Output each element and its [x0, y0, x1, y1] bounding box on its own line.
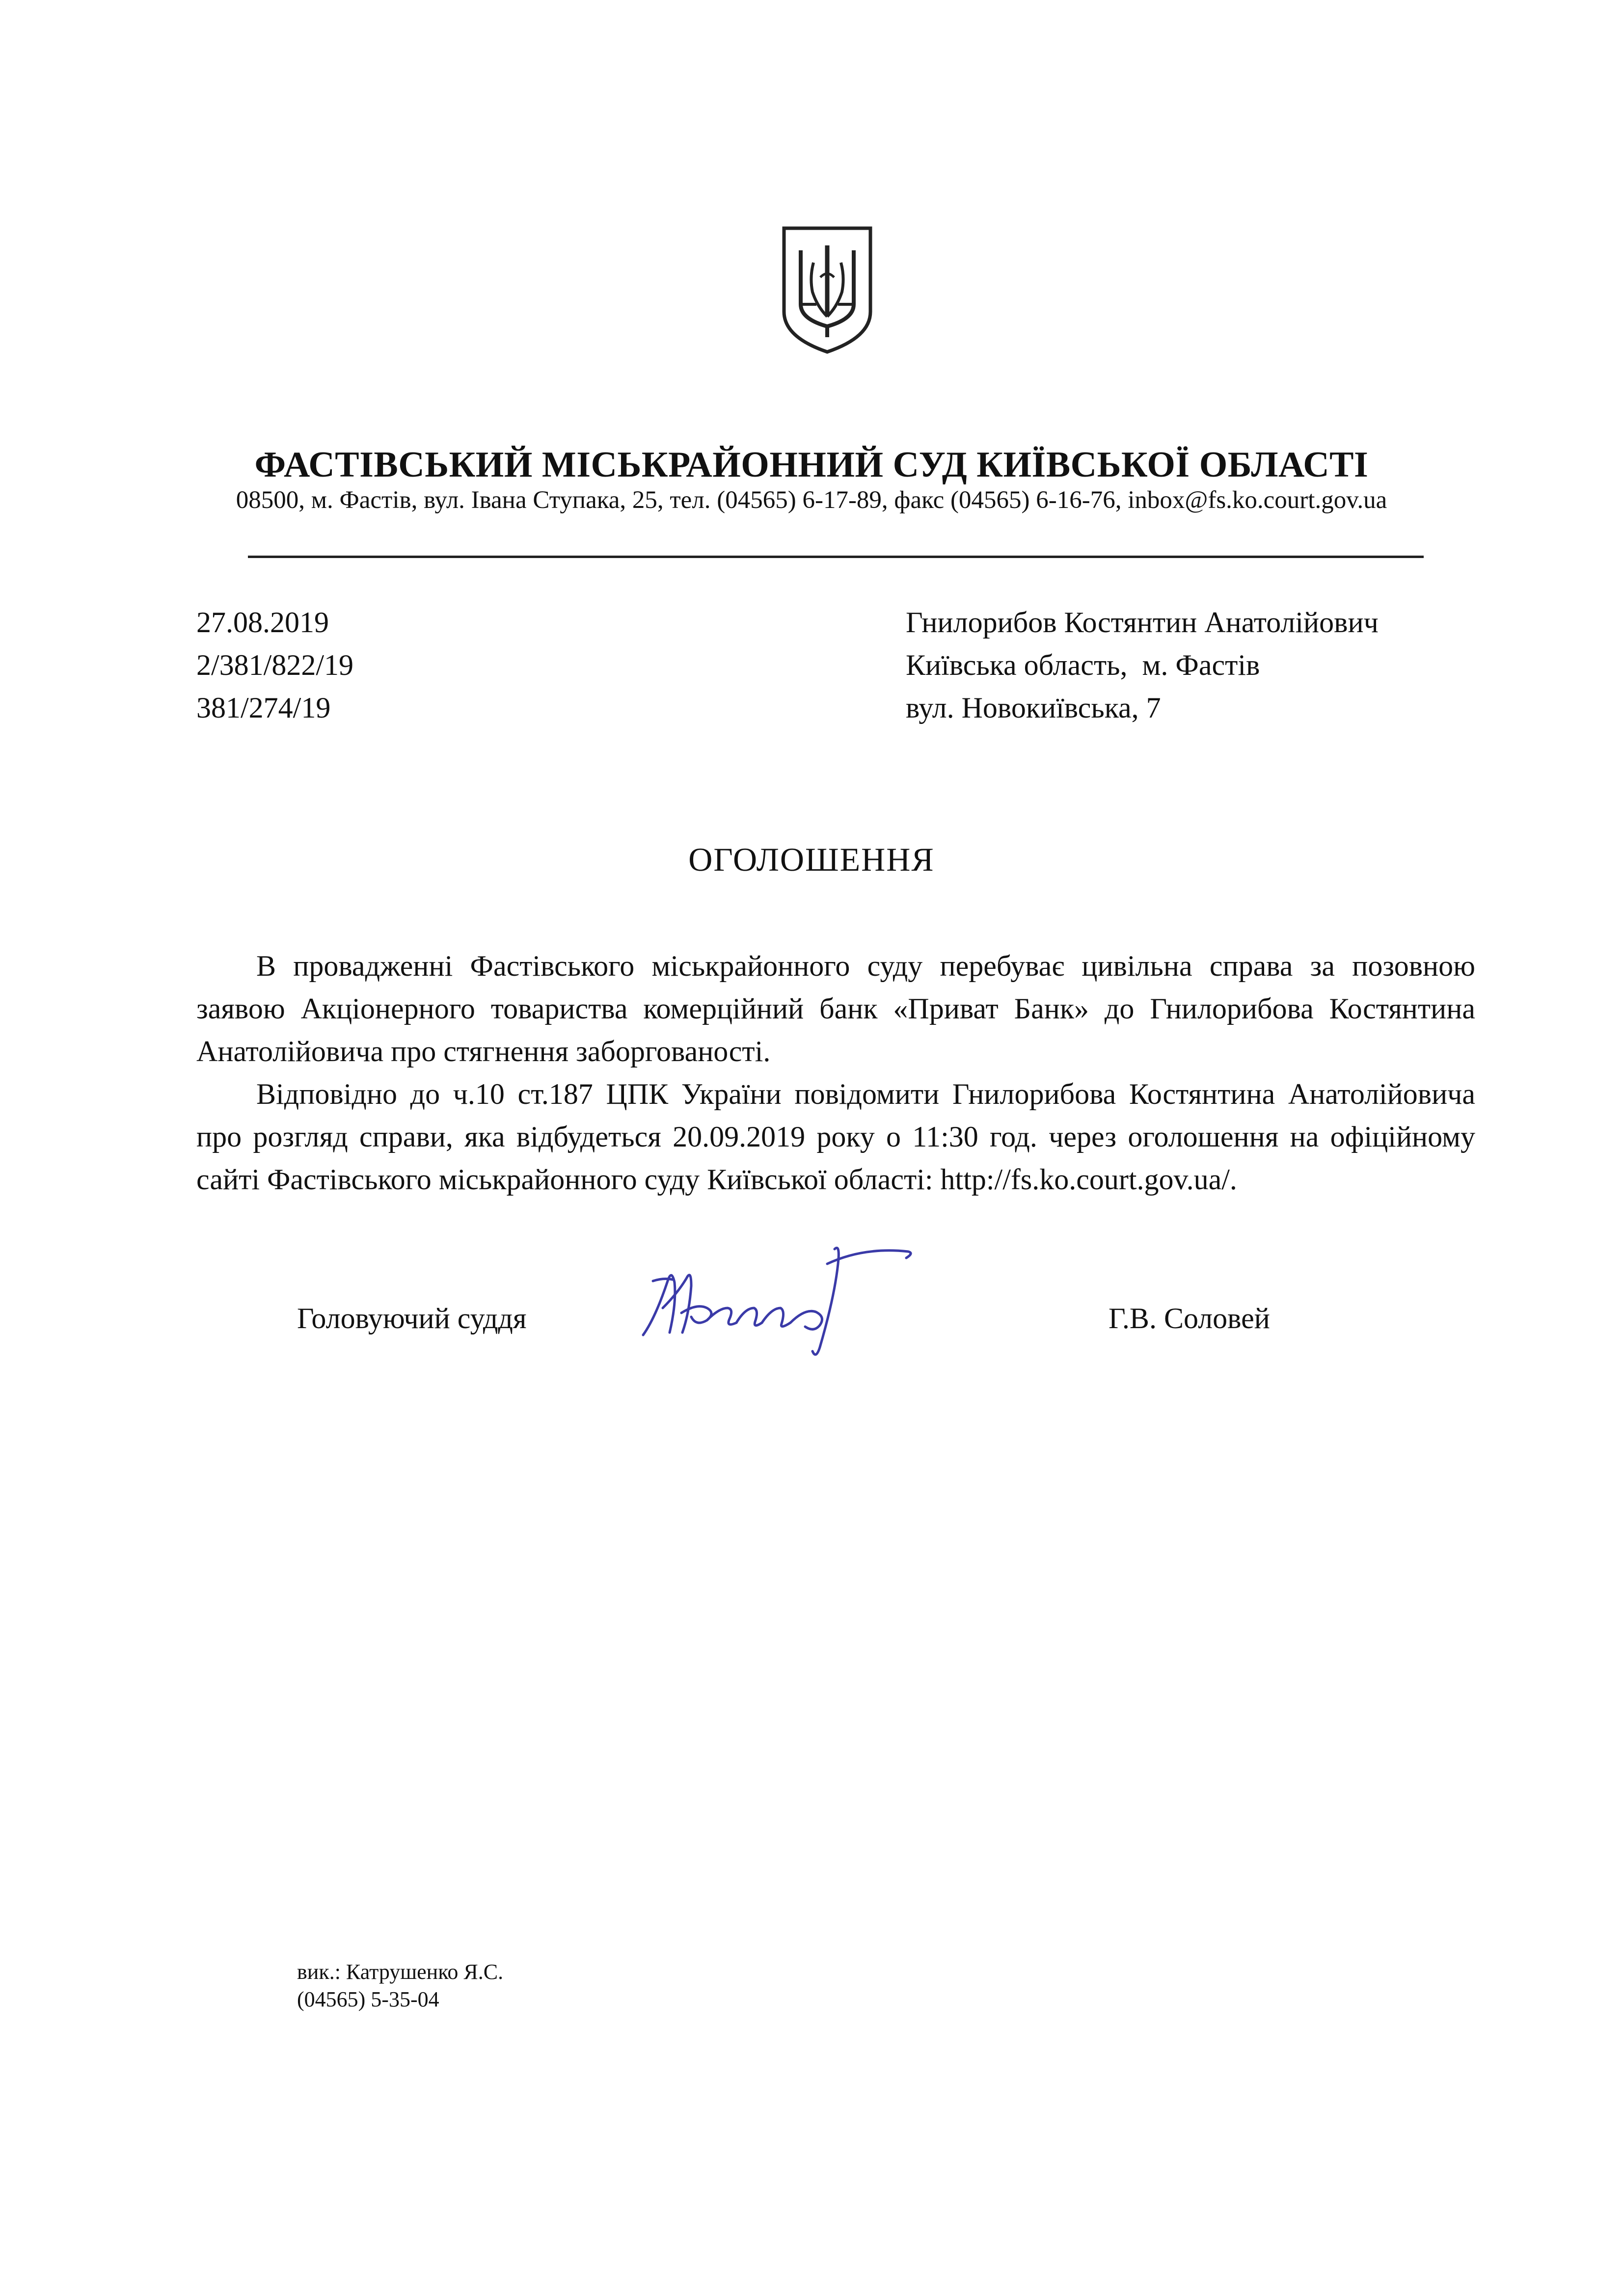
court-name: ФАСТІВСЬКИЙ МІСЬКРАЙОННИЙ СУД КИЇВСЬКОЇ ОБЛАСТІ — [254, 445, 1369, 485]
handwritten-signature-icon — [633, 1234, 918, 1367]
executor-info — [297, 1958, 503, 2013]
court-address: 08500, м. Фастів, вул. Івана Ступака, 25, тел. (04565) 6-17-89, факс (04565) 6-16-76, inbox@fs.ko.court.gov.ua — [236, 486, 1387, 514]
header-divider — [248, 556, 1424, 558]
executor-phone: (04565) 5-35-04 — [297, 1987, 439, 2011]
body-paragraph-2: Відповідно до ч.10 ст.187 ЦПК України повідомити Гнилорибова Костянтина Анатолійовича про розгляд справи, яка відбудеться 20.09.2019 року о 11:30 год. через оголошення на офіційному сайті Фастівського міськрайонного суду Київської області: http://fs.ko.court.gov.ua/. — [196, 1078, 1475, 1196]
judge-role: Головуючий суддя — [297, 1302, 527, 1335]
executor-name: вик.: Катрушенко Я.С. — [297, 1960, 504, 1984]
recipient-block — [906, 601, 1379, 729]
document-date: 27.08.2019 — [196, 606, 329, 639]
recipient-street: вул. Новокиївська, 7 — [906, 692, 1161, 724]
body-paragraph-1: В провадженні Фастівського міськрайонного суду перебуває цивільна справа за позовною заявою Акціонерного товариства комерційний банк «Приват Банк» до Гнилорибова Костянтина Анатолійовича про стягнення заборгованості. — [196, 950, 1475, 1068]
case-number: 2/381/822/19 — [196, 649, 354, 681]
proceeding-number: 381/274/19 — [196, 692, 331, 724]
announcement-title: ОГОЛОШЕННЯ — [688, 841, 935, 878]
recipient-name: Гнилорибов Костянтин Анатолійович — [906, 606, 1379, 639]
trident-emblem-icon — [778, 223, 876, 356]
announcement-body — [196, 945, 1475, 1201]
document-meta — [196, 601, 353, 729]
judge-name: Г.В. Соловей — [1109, 1302, 1270, 1335]
recipient-region-city: Київська область, м. Фастів — [906, 649, 1260, 681]
